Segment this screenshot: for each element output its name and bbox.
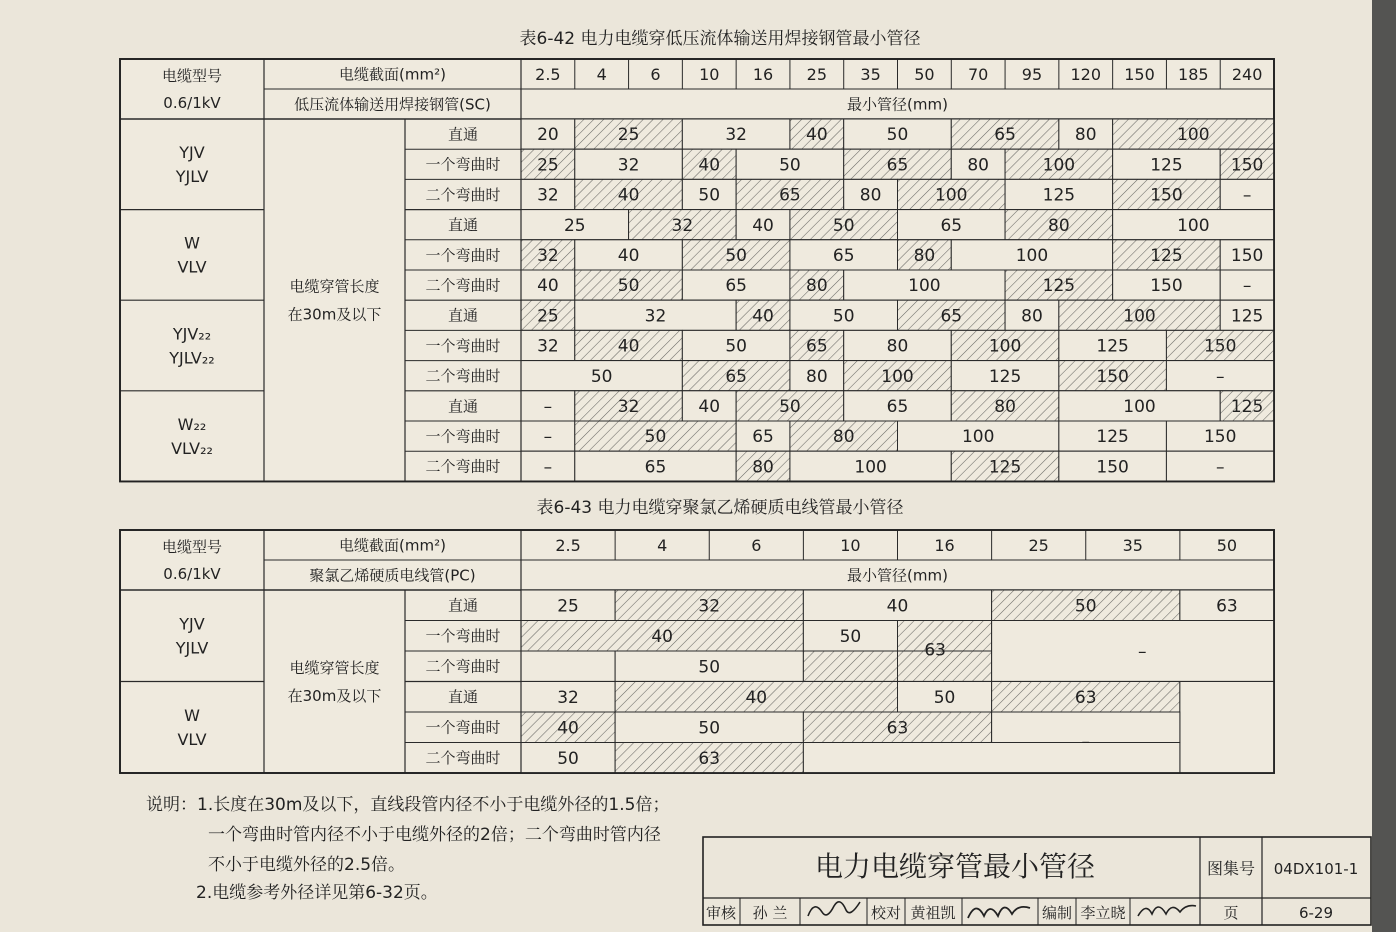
row-label: 一个弯曲时 <box>425 246 501 265</box>
check-label: 校对 <box>870 904 902 922</box>
pipe-diameter-value: 50 <box>832 306 855 327</box>
pipe-diameter-value: 32 <box>537 185 559 206</box>
pipe-diameter-value: 40 <box>651 626 674 647</box>
header-pipe-type: 聚氯乙烯硬质电线管(PC) <box>309 566 476 585</box>
cable-model-name: VLV <box>177 730 207 750</box>
table-6-42 <box>120 59 1274 481</box>
length-label-line1: 电缆穿管长度 <box>289 658 380 677</box>
pipe-diameter-value: 100 <box>881 366 914 387</box>
row-label: 一个弯曲时 <box>425 427 501 446</box>
cable-model-name: YJLV <box>175 638 209 658</box>
pipe-diameter-value: 40 <box>617 246 640 267</box>
pipe-diameter-value: 32 <box>537 336 559 357</box>
pipe-diameter-value: 100 <box>1123 306 1156 327</box>
review-label: 审核 <box>705 904 737 922</box>
pipe-diameter-value: 50 <box>557 748 579 769</box>
pipe-diameter-value: 80 <box>752 457 774 478</box>
header-size-35: 35 <box>860 64 881 84</box>
pipe-diameter-value: 65 <box>725 276 747 297</box>
row-label: 二个弯曲时 <box>425 749 501 768</box>
header-section: 电缆截面(mm²) <box>339 65 446 84</box>
header-size-10: 10 <box>699 64 720 84</box>
pipe-diameter-value: 100 <box>988 336 1022 357</box>
pipe-diameter-value: 125 <box>988 366 1022 387</box>
header-size-25: 25 <box>806 64 828 84</box>
header-size-6: 6 <box>650 64 661 84</box>
plain-cell <box>1180 682 1274 774</box>
pipe-diameter-value: 150 <box>1203 336 1237 357</box>
header-section: 电缆截面(mm²) <box>339 536 446 555</box>
pipe-diameter-value: 50 <box>886 125 909 146</box>
header-cable-type: 电缆型号 <box>161 537 223 556</box>
row-label: 二个弯曲时 <box>425 367 501 386</box>
pipe-diameter-value: 65 <box>725 366 747 387</box>
row-label: 直通 <box>447 397 479 416</box>
pipe-diameter-value: 63 <box>698 748 721 769</box>
note-line-1: 说明：1.长度在30m及以下，直线段管内径不小于电缆外径的1.5倍； <box>146 795 670 815</box>
pipe-diameter-value: 125 <box>1150 155 1183 176</box>
page-label: 页 <box>1223 904 1239 922</box>
row-label: 一个弯曲时 <box>425 627 501 646</box>
row-label: 直通 <box>447 688 479 707</box>
pipe-diameter-value: 32 <box>617 155 640 176</box>
cable-model-name: YJV₂₂ <box>172 324 212 344</box>
pipe-diameter-value: 50 <box>698 185 721 206</box>
pipe-diameter-value: 150 <box>1150 276 1183 297</box>
pipe-diameter-value: 50 <box>725 336 747 357</box>
pipe-diameter-value: 65 <box>886 397 909 418</box>
header-voltage: 0.6/1kV <box>163 93 221 112</box>
cable-model-name: W <box>184 706 200 726</box>
pipe-diameter-value: 63 <box>1216 596 1238 617</box>
pipe-diameter-value: 32 <box>698 596 721 617</box>
pipe-diameter-value: 25 <box>537 155 559 176</box>
pipe-diameter-value: 80 <box>859 185 882 206</box>
pipe-diameter-value: 40 <box>886 596 909 617</box>
table43-title: 表6-43 电力电缆穿聚氯乙烯硬质电线管最小管径 <box>536 498 904 518</box>
pipe-diameter-value: 50 <box>779 155 801 176</box>
plain-cell <box>803 743 1180 774</box>
header-size-120: 120 <box>1070 64 1102 84</box>
pipe-diameter-value: 125 <box>1096 427 1129 448</box>
pipe-diameter-value: 100 <box>1177 215 1210 236</box>
pipe-diameter-value: 125 <box>988 457 1022 478</box>
pipe-diameter-value: 40 <box>617 336 640 357</box>
header-size-95: 95 <box>1021 64 1043 84</box>
checker-name: 黄祖凯 <box>910 904 956 922</box>
row-label: 二个弯曲时 <box>425 185 501 204</box>
pipe-diameter-value: 65 <box>886 155 909 176</box>
pipe-diameter-value: 40 <box>752 306 774 327</box>
pipe-diameter-value: 40 <box>752 215 774 236</box>
pipe-diameter-value: 150 <box>1230 246 1264 267</box>
pipe-diameter-value: 63 <box>1074 687 1097 708</box>
pipe-diameter-value: 40 <box>698 155 721 176</box>
header-pipe-type: 低压流体输送用焊接钢管(SC) <box>294 95 491 114</box>
cable-model-name: YJLV₂₂ <box>169 348 215 368</box>
pipe-diameter-value: 50 <box>590 366 613 387</box>
cable-model-name: W₂₂ <box>177 414 207 434</box>
pipe-diameter-value: 150 <box>1096 366 1129 387</box>
pipe-diameter-value: – <box>1081 732 1090 753</box>
pipe-diameter-value: 50 <box>617 276 640 297</box>
pipe-diameter-value: 100 <box>1042 155 1076 176</box>
pipe-diameter-value: 25 <box>557 596 579 617</box>
pipe-diameter-value: 80 <box>806 366 828 387</box>
pipe-diameter-value: 80 <box>832 427 855 448</box>
plain-cell <box>521 651 615 682</box>
cable-model-name: VLV₂₂ <box>171 438 213 458</box>
pipe-diameter-value: – <box>1242 276 1252 297</box>
pipe-diameter-value: 40 <box>745 687 768 708</box>
header-size-16: 16 <box>934 535 955 555</box>
header-size-2.5: 2.5 <box>535 64 561 84</box>
cable-model-name: W <box>184 233 200 253</box>
header-min-diameter: 最小管径(mm) <box>847 566 948 585</box>
pipe-diameter-value: 50 <box>839 626 862 647</box>
reviewer-name: 孙 兰 <box>752 904 788 922</box>
header-size-35: 35 <box>1122 535 1143 555</box>
pipe-diameter-value: 100 <box>1015 246 1049 267</box>
design-label: 编制 <box>1041 904 1073 922</box>
atlas-label: 图集号 <box>1206 859 1256 878</box>
pipe-diameter-value: 50 <box>832 215 855 236</box>
pipe-diameter-value: 63 <box>886 718 909 739</box>
pipe-diameter-value: – <box>543 397 553 418</box>
header-size-150: 150 <box>1124 64 1155 84</box>
pipe-diameter-value: 100 <box>854 457 887 478</box>
header-size-70: 70 <box>967 64 989 84</box>
pipe-diameter-value: 50 <box>698 718 721 739</box>
pipe-diameter-value: – <box>543 427 553 448</box>
pipe-diameter-value: 100 <box>935 185 968 206</box>
designer-name: 李立晓 <box>1080 904 1126 922</box>
pipe-diameter-value: 32 <box>644 306 667 327</box>
pipe-diameter-value: 100 <box>961 427 995 448</box>
row-label: 二个弯曲时 <box>425 276 501 295</box>
pipe-diameter-value: 125 <box>1230 397 1264 418</box>
row-label: 直通 <box>447 596 479 615</box>
row-label: 一个弯曲时 <box>425 155 501 174</box>
pipe-diameter-value: 65 <box>779 185 801 206</box>
row-label: 一个弯曲时 <box>425 718 501 737</box>
row-label: 直通 <box>447 125 479 144</box>
length-label-line1: 电缆穿管长度 <box>289 277 380 296</box>
header-min-diameter: 最小管径(mm) <box>847 95 948 114</box>
pipe-diameter-value: 65 <box>752 427 774 448</box>
header-size-6: 6 <box>751 535 762 555</box>
pipe-diameter-value: – <box>1242 185 1252 206</box>
cable-model-name: YJV <box>179 614 205 634</box>
header-size-50: 50 <box>914 64 935 84</box>
pipe-diameter-value: 125 <box>1042 276 1076 297</box>
row-label: 二个弯曲时 <box>425 657 501 676</box>
pipe-diameter-value: 125 <box>1230 306 1264 327</box>
pipe-diameter-value: 40 <box>698 397 721 418</box>
pipe-diameter-value: 80 <box>994 397 1016 418</box>
header-cable-type: 电缆型号 <box>161 66 223 85</box>
row-label: 二个弯曲时 <box>425 457 501 476</box>
row-label: 直通 <box>447 216 479 235</box>
pipe-diameter-value: 65 <box>994 125 1016 146</box>
pipe-diameter-value: – <box>1215 366 1225 387</box>
header-size-240: 240 <box>1231 64 1263 84</box>
cable-model-name: VLV <box>177 257 207 277</box>
pipe-diameter-value: 25 <box>563 215 586 236</box>
header-size-10: 10 <box>840 535 861 555</box>
pipe-diameter-value: 32 <box>617 397 640 418</box>
drawing-title: 电力电缆穿管最小管径 <box>814 850 1096 883</box>
pipe-diameter-value: 80 <box>1048 215 1070 236</box>
pipe-diameter-value: 150 <box>1096 457 1129 478</box>
pipe-diameter-value: 80 <box>913 246 936 267</box>
atlas-number: 04DX101-1 <box>1273 860 1359 878</box>
row-label: 直通 <box>447 306 479 325</box>
pipe-diameter-value: – <box>1137 642 1147 663</box>
pipe-diameter-value: 150 <box>1150 185 1183 206</box>
pipe-diameter-value: 80 <box>1074 125 1097 146</box>
pipe-diameter-value: 40 <box>617 185 640 206</box>
pipe-diameter-value: 40 <box>557 718 579 739</box>
pipe-diameter-value: 32 <box>557 687 579 708</box>
pipe-diameter-value: 50 <box>1074 596 1097 617</box>
pipe-diameter-value: 100 <box>1177 125 1210 146</box>
header-size-4: 4 <box>596 64 607 84</box>
pipe-diameter-value: 40 <box>537 276 559 297</box>
pipe-diameter-value: 65 <box>940 306 963 327</box>
pipe-diameter-value: 63 <box>924 640 946 661</box>
pipe-diameter-value: 32 <box>725 125 747 146</box>
pipe-diameter-value: – <box>543 457 553 478</box>
pipe-diameter-value: 80 <box>886 336 909 357</box>
pipe-diameter-value: 65 <box>806 336 828 357</box>
header-size-185: 185 <box>1178 64 1209 84</box>
pipe-diameter-value: 80 <box>967 155 989 176</box>
pipe-diameter-value: 25 <box>537 306 559 327</box>
pipe-diameter-value: 100 <box>1123 397 1156 418</box>
pipe-diameter-value: 50 <box>644 427 667 448</box>
pipe-diameter-value: 150 <box>1230 155 1264 176</box>
plain-cell <box>992 621 1274 682</box>
row-label: 一个弯曲时 <box>425 336 501 355</box>
note-line-4: 2.电缆参考外径详见第6-32页。 <box>196 883 438 903</box>
pipe-diameter-value: 125 <box>1096 336 1129 357</box>
pipe-diameter-value: 80 <box>806 276 828 297</box>
pipe-diameter-value: 50 <box>725 246 747 267</box>
page-number: 6-29 <box>1298 904 1334 922</box>
pipe-diameter-value: 65 <box>832 246 855 267</box>
pipe-diameter-value: – <box>1215 457 1225 478</box>
pipe-diameter-value: 125 <box>1150 246 1183 267</box>
table-6-43 <box>120 530 1274 773</box>
cable-model-name: YJLV <box>175 167 209 187</box>
header-size-16: 16 <box>752 64 774 84</box>
table42-title: 表6-42 电力电缆穿低压流体输送用焊接钢管最小管径 <box>519 29 921 49</box>
pipe-diameter-value: 40 <box>806 125 828 146</box>
pipe-diameter-value: 50 <box>933 687 956 708</box>
pipe-diameter-value: 50 <box>779 397 801 418</box>
hatched-cell <box>803 651 897 682</box>
note-line-2: 一个弯曲时管内径不小于电缆外径的2倍；二个弯曲时管内径 <box>208 825 661 845</box>
pipe-diameter-value: 50 <box>698 657 721 678</box>
header-size-50: 50 <box>1216 535 1238 555</box>
pipe-diameter-value: 100 <box>908 276 941 297</box>
header-size-4: 4 <box>657 535 668 555</box>
header-size-2.5: 2.5 <box>555 535 581 555</box>
binding-edge <box>1372 0 1396 932</box>
length-label-line2: 在30m及以下 <box>287 305 382 324</box>
header-voltage: 0.6/1kV <box>163 564 221 583</box>
pipe-diameter-value: 150 <box>1203 427 1237 448</box>
pipe-diameter-value: 32 <box>671 215 694 236</box>
length-label-line2: 在30m及以下 <box>287 686 382 705</box>
cable-model-name: YJV <box>179 143 205 163</box>
header-size-25: 25 <box>1028 535 1049 555</box>
pipe-diameter-value: 65 <box>940 215 963 236</box>
pipe-diameter-value: 80 <box>1021 306 1043 327</box>
pipe-diameter-value: 125 <box>1042 185 1076 206</box>
pipe-diameter-value: 20 <box>537 125 559 146</box>
pipe-diameter-value: 65 <box>644 457 667 478</box>
note-line-3: 不小于电缆外径的2.5倍。 <box>208 855 406 875</box>
pipe-diameter-value: 32 <box>537 246 559 267</box>
pipe-diameter-value: 25 <box>617 125 640 146</box>
